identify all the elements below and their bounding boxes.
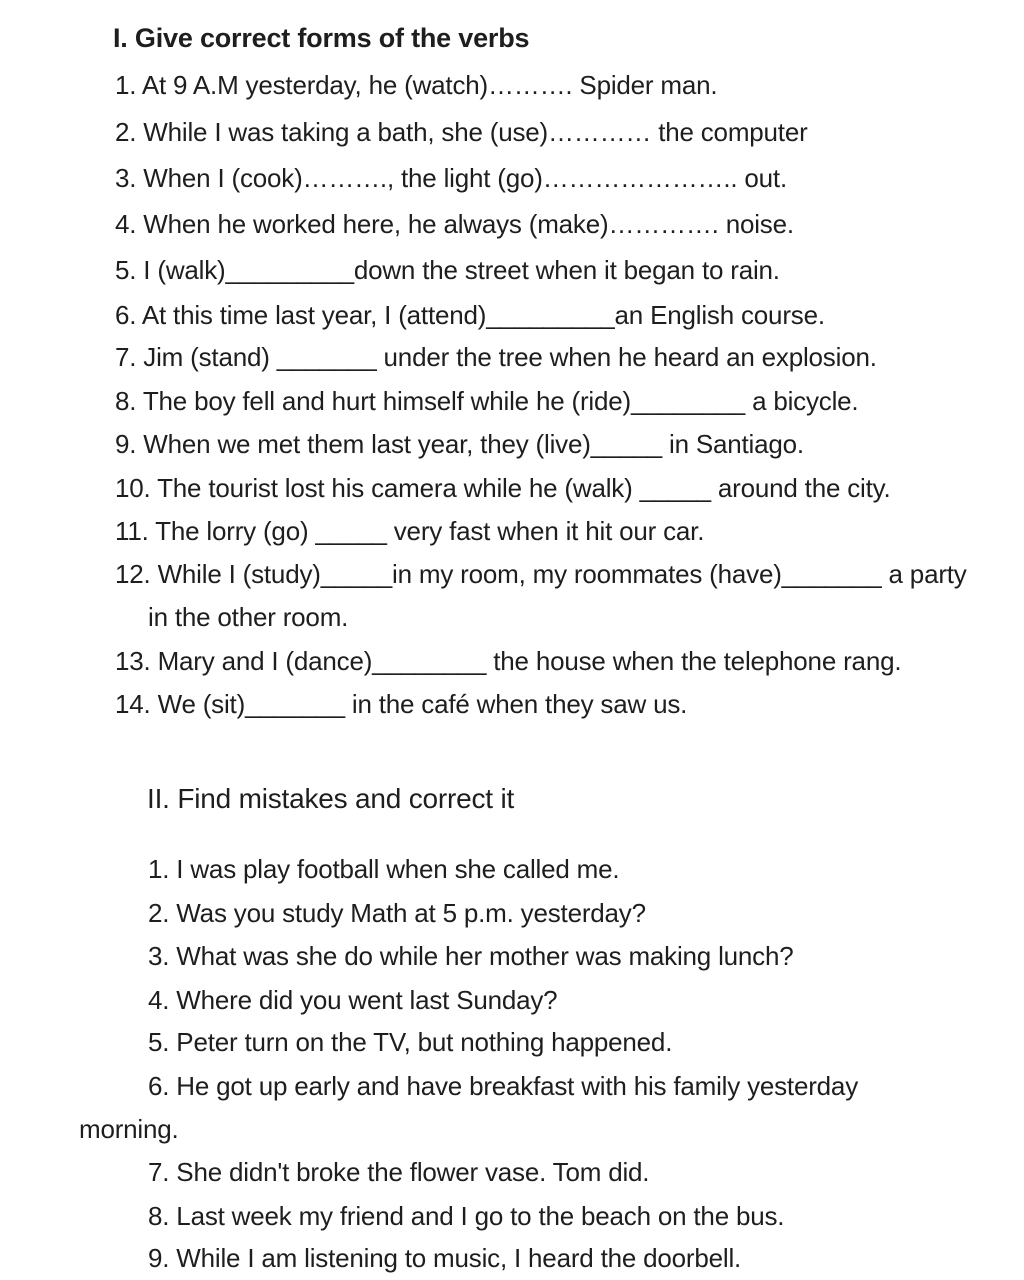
exercise-1-item: 11. The lorry (go) _____ very fast when it hit our car. bbox=[115, 516, 705, 546]
exercise-1-item: 2. While I was taking a bath, she (use)………… the computer bbox=[115, 117, 808, 147]
exercise-1-item: 10. The tourist lost his camera while he (walk) _____ around the city. bbox=[115, 473, 891, 503]
exercise-1-item: 9. When we met them last year, they (live)_____ in Santiago. bbox=[115, 429, 804, 459]
exercise-1-item: 1. At 9 A.M yesterday, he (watch)………. Spider man. bbox=[115, 70, 718, 100]
exercise-1-item: 5. I (walk)_________down the street when it began to rain. bbox=[115, 255, 780, 285]
section-2-title: II. Find mistakes and correct it bbox=[147, 783, 515, 814]
exercise-2-item: 3. What was she do while her mother was making lunch? bbox=[148, 941, 794, 971]
exercise-2-item-continuation: morning. bbox=[79, 1114, 179, 1144]
exercise-2-item: 9. While I am listening to music, I heard the doorbell. bbox=[148, 1243, 742, 1273]
exercise-1-item: 12. While I (study)_____in my room, my roommates (have)_______ a party bbox=[115, 559, 967, 589]
exercise-1-item: 13. Mary and I (dance)________ the house when the telephone rang. bbox=[115, 646, 902, 676]
exercise-1-item: 7. Jim (stand) _______ under the tree when he heard an explosion. bbox=[115, 342, 877, 372]
exercise-1-item-continuation: in the other room. bbox=[148, 602, 349, 632]
section-1-title: I. Give correct forms of the verbs bbox=[113, 23, 530, 53]
exercise-2-item: 8. Last week my friend and I go to the beach on the bus. bbox=[148, 1201, 785, 1231]
exercise-2-item: 1. I was play football when she called me. bbox=[148, 854, 620, 884]
exercise-2-item: 4. Where did you went last Sunday? bbox=[148, 985, 558, 1015]
exercise-1-item: 14. We (sit)_______ in the café when they saw us. bbox=[115, 689, 688, 719]
exercise-2-item: 2. Was you study Math at 5 p.m. yesterday? bbox=[148, 898, 646, 928]
exercise-1-item: 4. When he worked here, he always (make)…………. noise. bbox=[115, 209, 794, 239]
exercise-1-item: 8. The boy fell and hurt himself while he (ride)________ a bicycle. bbox=[115, 386, 859, 416]
exercise-1-item: 6. At this time last year, I (attend)_________an English course. bbox=[115, 300, 825, 330]
exercise-1-item: 3. When I (cook)………., the light (go)………………….. out. bbox=[115, 163, 787, 193]
exercise-2-item: 6. He got up early and have breakfast with his family yesterday bbox=[148, 1071, 858, 1101]
exercise-2-item: 5. Peter turn on the TV, but nothing happened. bbox=[148, 1027, 673, 1057]
exercise-2-item: 7. She didn't broke the flower vase. Tom did. bbox=[148, 1157, 650, 1187]
